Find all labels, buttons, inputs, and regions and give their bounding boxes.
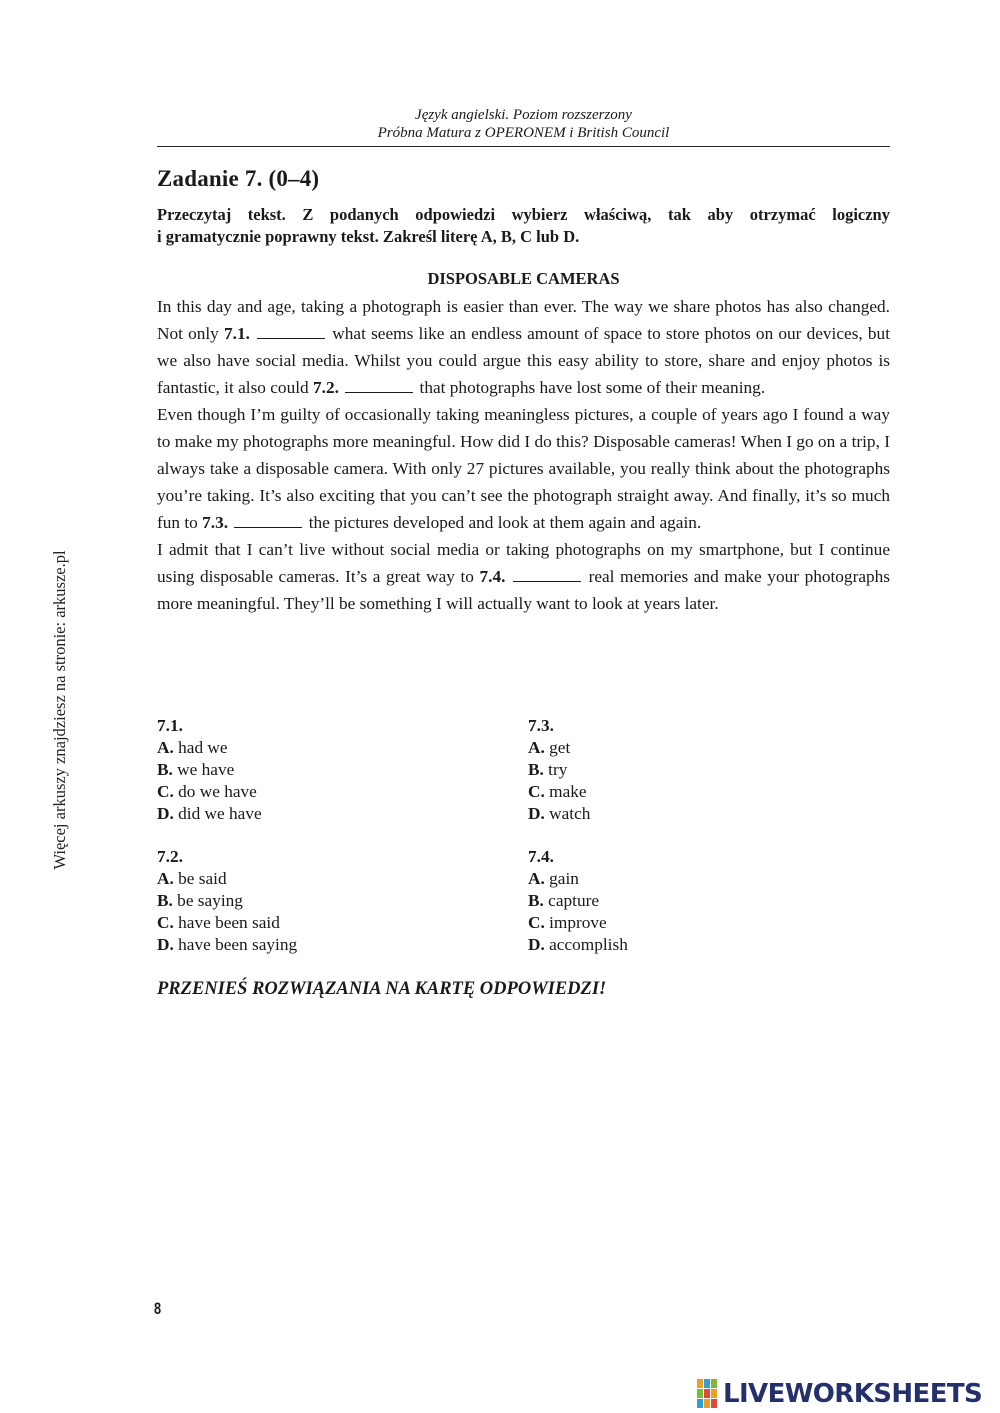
option-text: be saying	[172, 891, 243, 910]
gap-number: 7.3.	[202, 513, 229, 532]
page-number: 8	[154, 1299, 162, 1318]
option-letter: C.	[157, 782, 174, 801]
question-number: 7.4.	[528, 847, 554, 866]
paragraph	[157, 293, 890, 401]
option-c[interactable]	[157, 781, 262, 803]
option-letter: D.	[528, 935, 545, 954]
text-title: DISPOSABLE CAMERAS	[427, 269, 620, 288]
task-title: Zadanie 7. (0–4)	[157, 166, 320, 191]
instruction-line: Przeczytaj tekst. Z podanych odpowiedzi wybierz właściwą, tak aby otrzymać logiczny	[157, 205, 890, 224]
text-segment: In this day and age, taking a photograph is easier than ever. The way we share photos has also changed. Not only	[157, 297, 890, 343]
text-segment: Even though I’m guilty of occasionally taking meaningless pictures, a couple of years ago I found a way to make my photographs more meaningful. How did I do this? Disposable cameras! When I go on a trip, I always take a disposable camera. With only 27 pictures available, you really think about the photographs you’re taking. It’s also exciting that you can’t see the photograph straight away. And finally, it’s so much fun to	[157, 405, 890, 532]
option-d[interactable]	[528, 934, 628, 956]
option-a[interactable]	[528, 737, 590, 759]
option-letter: D.	[157, 804, 174, 823]
paragraph	[157, 401, 890, 536]
transfer-answers-note: PRZENIEŚ ROZWIĄZANIA NA KARTĘ ODPOWIEDZI!	[157, 979, 607, 999]
paragraph	[157, 536, 890, 617]
gap-blank[interactable]	[513, 565, 581, 582]
brand-text: LIVEWORKSHEETS	[723, 1379, 983, 1409]
reading-passage	[157, 293, 890, 617]
question-number: 7.2.	[157, 847, 183, 866]
option-group-7-4	[528, 846, 628, 956]
option-text: have been saying	[173, 935, 298, 954]
gap-number: 7.2.	[312, 378, 339, 397]
header-exam: Próbna Matura z OPERONEM i British Council	[377, 125, 670, 141]
option-b[interactable]	[157, 890, 297, 912]
option-group-7-3	[528, 715, 590, 825]
option-text: try	[543, 760, 568, 779]
option-c[interactable]	[157, 912, 297, 934]
header-divider	[157, 146, 890, 147]
option-letter: D.	[528, 804, 545, 823]
option-b[interactable]	[528, 890, 628, 912]
option-text: gain	[544, 869, 579, 888]
option-b[interactable]	[528, 759, 590, 781]
liveworksheets-logo-icon	[697, 1379, 719, 1409]
option-letter: B.	[157, 760, 173, 779]
option-letter: A.	[157, 869, 174, 888]
question-number: 7.3.	[528, 716, 554, 735]
option-d[interactable]	[528, 803, 590, 825]
option-letter: C.	[528, 782, 545, 801]
option-letter: A.	[528, 738, 545, 757]
side-note-text: Więcej arkuszy znajdziesz na stronie: arkusze.pl	[50, 550, 69, 870]
gap-number: 7.1.	[224, 324, 250, 343]
option-letter: B.	[528, 891, 544, 910]
option-text: be said	[173, 869, 227, 888]
gap-number: 7.4.	[479, 567, 506, 586]
question-number: 7.1.	[157, 716, 183, 735]
gap-blank[interactable]	[257, 322, 325, 339]
text-segment: that photographs have lost some of their meaning.	[415, 378, 766, 397]
task-instruction	[157, 204, 890, 248]
option-group-7-2	[157, 846, 297, 956]
option-letter: B.	[157, 891, 173, 910]
option-text: capture	[543, 891, 600, 910]
option-letter: D.	[157, 935, 174, 954]
liveworksheets-brand[interactable]	[697, 1377, 982, 1411]
option-text: make	[544, 782, 587, 801]
option-letter: C.	[528, 913, 545, 932]
option-b[interactable]	[157, 759, 262, 781]
text-segment: what seems like an endless amount of space to store photos on our devices, but we also have social media. Whilst you could argue this easy ability to store, share and enjoy photos is fantastic, it also could	[157, 324, 890, 397]
option-text: we have	[172, 760, 235, 779]
option-d[interactable]	[157, 803, 262, 825]
option-a[interactable]	[157, 868, 297, 890]
option-text: improve	[544, 913, 607, 932]
option-text: have been said	[173, 913, 280, 932]
option-c[interactable]	[528, 912, 628, 934]
gap-blank[interactable]	[345, 376, 413, 393]
option-a[interactable]	[157, 737, 262, 759]
option-group-7-1	[157, 715, 262, 825]
text-segment: I admit that I can’t live without social media or taking photographs on my smartphone, but I continue using disposable cameras. It’s a great way to	[157, 540, 890, 586]
option-letter: A.	[157, 738, 174, 757]
option-text: get	[544, 738, 571, 757]
option-letter: A.	[528, 869, 545, 888]
option-letter: B.	[528, 760, 544, 779]
instruction-line: i gramatycznie poprawny tekst. Zakreśl literę A, B, C lub D.	[157, 227, 580, 246]
gap-blank[interactable]	[234, 511, 302, 528]
text-segment: the pictures developed and look at them again and again.	[304, 513, 702, 532]
option-c[interactable]	[528, 781, 590, 803]
option-text: do we have	[173, 782, 257, 801]
page-header	[157, 106, 890, 142]
option-d[interactable]	[157, 934, 297, 956]
option-a[interactable]	[528, 868, 628, 890]
option-text: did we have	[173, 804, 262, 823]
option-letter: C.	[157, 913, 174, 932]
text-segment: real memories and make your photographs more meaningful. They’ll be something I will actually want to look at years later.	[157, 567, 891, 613]
option-text: accomplish	[544, 935, 628, 954]
option-text: had we	[173, 738, 228, 757]
header-subject: Język angielski. Poziom rozszerzony	[415, 107, 632, 123]
option-text: watch	[544, 804, 591, 823]
